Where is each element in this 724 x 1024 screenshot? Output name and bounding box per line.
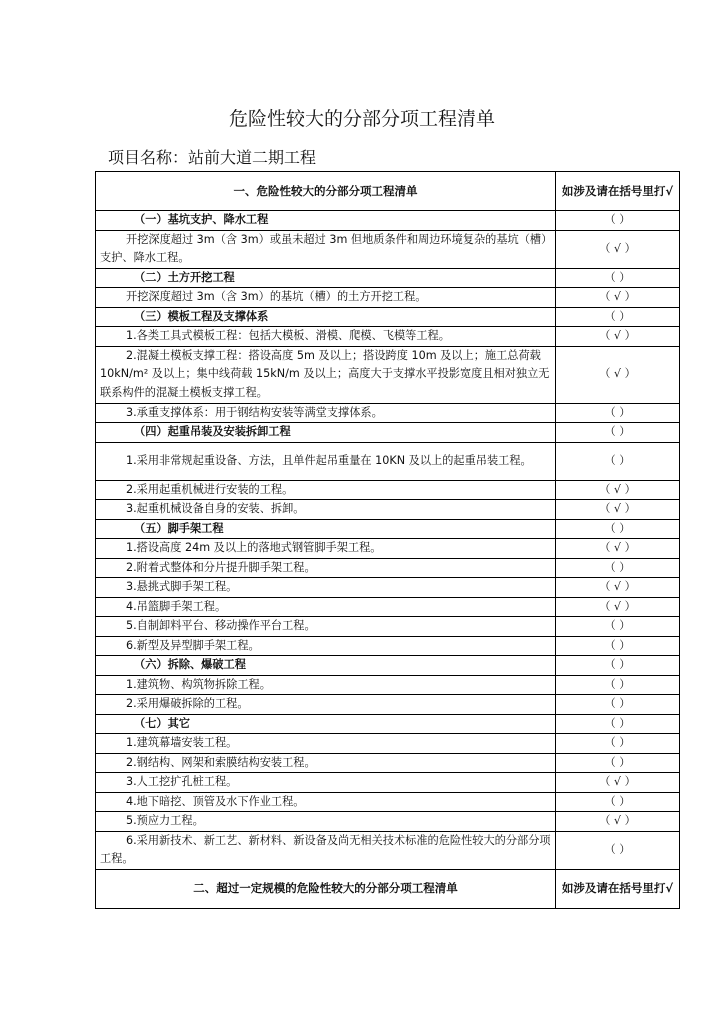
item-text: 2.钢结构、网架和索膜结构安装工程。 — [96, 753, 556, 773]
check-mark[interactable]: （ √ ） — [556, 578, 680, 598]
table-row — [96, 792, 680, 812]
check-mark[interactable]: （ ） — [556, 753, 680, 773]
check-mark[interactable]: （ √ ） — [556, 288, 680, 308]
check-mark[interactable]: （ ） — [556, 792, 680, 812]
table-row — [96, 519, 680, 539]
table-row — [96, 636, 680, 656]
check-mark[interactable]: （ ） — [556, 423, 680, 443]
check-mark[interactable]: （ ） — [556, 307, 680, 327]
item-text: 4.吊篮脚手架工程。 — [96, 597, 556, 617]
check-mark[interactable]: （ √ ） — [556, 597, 680, 617]
item-text: 3.承重支撑体系：用于钢结构安装等满堂支撑体系。 — [96, 403, 556, 423]
check-mark[interactable]: （ ） — [556, 617, 680, 637]
check-mark[interactable]: （ ） — [556, 695, 680, 715]
item-text: 1.建筑物、构筑物拆除工程。 — [96, 675, 556, 695]
table-row — [96, 307, 680, 327]
document-title: 危险性较大的分部分项工程清单 — [228, 108, 495, 130]
check-mark[interactable]: （ ） — [556, 558, 680, 578]
item-text: 1.建筑幕墙安装工程。 — [96, 734, 556, 754]
section-title: （四）起重吊装及安装拆卸工程 — [96, 423, 556, 443]
table-row — [96, 403, 680, 423]
table-row — [96, 500, 680, 520]
item-text: 6.新型及异型脚手架工程。 — [96, 636, 556, 656]
table-row — [96, 230, 680, 268]
check-mark[interactable]: （ ） — [556, 714, 680, 734]
check-mark[interactable]: （ ） — [556, 675, 680, 695]
check-mark[interactable]: （ ） — [556, 268, 680, 288]
item-text: 5.预应力工程。 — [96, 812, 556, 832]
item-text: 2.混凝土模板支撑工程：搭设高度 5m 及以上；搭设跨度 10m 及以上；施工总荷载 10kN/m² 及以上；集中线荷载 15kN/m 及以上；高度大于支撑水平投影宽度且相对独立无联系构件的混凝土模板支撑工程。 — [96, 346, 556, 403]
check-mark[interactable]: （ √ ） — [556, 327, 680, 347]
table-row — [96, 656, 680, 676]
table-row — [96, 753, 680, 773]
item-text: 开挖深度超过 3m（含 3m）或虽未超过 3m 但地质条件和周边环境复杂的基坑（槽）支护、降水工程。 — [96, 230, 556, 268]
table-row — [96, 327, 680, 347]
check-mark[interactable]: （ ） — [556, 656, 680, 676]
table-header-part2 — [96, 869, 680, 908]
table-row — [96, 578, 680, 598]
table-row — [96, 288, 680, 308]
check-mark[interactable]: （ ） — [556, 403, 680, 423]
check-mark[interactable]: （ √ ） — [556, 480, 680, 500]
item-text: 2.采用爆破拆除的工程。 — [96, 695, 556, 715]
item-text: 开挖深度超过 3m（含 3m）的基坑（槽）的土方开挖工程。 — [96, 288, 556, 308]
section-title: （五）脚手架工程 — [96, 519, 556, 539]
item-text: 5.自制卸料平台、移动操作平台工程。 — [96, 617, 556, 637]
table-row — [96, 734, 680, 754]
table-row — [96, 695, 680, 715]
item-text: 3.起重机械设备自身的安装、拆卸。 — [96, 500, 556, 520]
table-row — [96, 442, 680, 480]
table-row — [96, 480, 680, 500]
section-title: （七）其它 — [96, 714, 556, 734]
check-mark[interactable]: （ √ ） — [556, 539, 680, 559]
check-mark[interactable]: （ ） — [556, 734, 680, 754]
table-row — [96, 558, 680, 578]
section-title: （一）基坑支护、降水工程 — [96, 211, 556, 231]
check-mark[interactable]: （ √ ） — [556, 500, 680, 520]
table-row — [96, 597, 680, 617]
table-row — [96, 211, 680, 231]
item-text: 3.悬挑式脚手架工程。 — [96, 578, 556, 598]
check-mark[interactable]: （ ） — [556, 519, 680, 539]
table-row — [96, 812, 680, 832]
check-mark[interactable]: （ √ ） — [556, 346, 680, 403]
header-check-column: 如涉及请在括号里打√ — [556, 172, 680, 211]
table-row — [96, 346, 680, 403]
check-mark[interactable]: （ ） — [556, 442, 680, 480]
check-mark[interactable]: （ √ ） — [556, 812, 680, 832]
checklist-table — [95, 171, 680, 909]
section-title: （二）土方开挖工程 — [96, 268, 556, 288]
table-row — [96, 714, 680, 734]
section-title: （六）拆除、爆破工程 — [96, 656, 556, 676]
header-title: 一、危险性较大的分部分项工程清单 — [96, 172, 556, 211]
table-row — [96, 539, 680, 559]
item-text: 3.人工挖扩孔桩工程。 — [96, 773, 556, 793]
table-row — [96, 268, 680, 288]
item-text: 1.各类工具式模板工程：包括大模板、滑模、爬模、飞模等工程。 — [96, 327, 556, 347]
section-title: （三）模板工程及支撑体系 — [96, 307, 556, 327]
check-mark[interactable]: （ ） — [556, 636, 680, 656]
table-row — [96, 773, 680, 793]
table-row — [96, 831, 680, 869]
item-text: 1.搭设高度 24m 及以上的落地式钢管脚手架工程。 — [96, 539, 556, 559]
header-title: 二、超过一定规模的危险性较大的分部分项工程清单 — [96, 869, 556, 908]
table-row — [96, 675, 680, 695]
check-mark[interactable]: （ ） — [556, 211, 680, 231]
item-text: 1.采用非常规起重设备、方法，且单件起吊重量在 10KN 及以上的起重吊装工程。 — [96, 442, 556, 480]
table-row — [96, 423, 680, 443]
item-text: 2.附着式整体和分片提升脚手架工程。 — [96, 558, 556, 578]
item-text: 4.地下暗挖、顶管及水下作业工程。 — [96, 792, 556, 812]
header-check-column: 如涉及请在括号里打√ — [556, 869, 680, 908]
check-mark[interactable]: （ ） — [556, 831, 680, 869]
table-row — [96, 617, 680, 637]
check-mark[interactable]: （ √ ） — [556, 230, 680, 268]
check-mark[interactable]: （ √ ） — [556, 773, 680, 793]
item-text: 6.采用新技术、新工艺、新材料、新设备及尚无相关技术标准的危险性较大的分部分项工程。 — [96, 831, 556, 869]
item-text: 2.采用起重机械进行安装的工程。 — [96, 480, 556, 500]
project-name: 项目名称：站前大道二期工程 — [108, 148, 317, 167]
table-header-part1 — [96, 172, 680, 211]
